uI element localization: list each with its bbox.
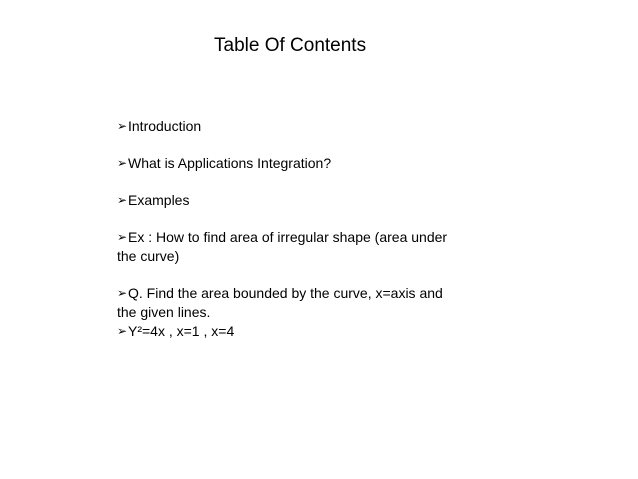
arrow-bullet-icon: ➢ <box>117 193 128 207</box>
list-item-text: Q. Find the area bounded by the curve, x=axis and <box>128 285 443 301</box>
list-item-text: Introduction <box>128 118 202 134</box>
arrow-bullet-icon: ➢ <box>117 324 128 338</box>
list-item-text: Ex : How to find area of irregular shape (area under <box>128 229 448 245</box>
slide-title: Table Of Contents <box>214 35 367 56</box>
list-item <box>117 117 497 136</box>
list-item-text-continued: the curve) <box>117 248 180 264</box>
list-item <box>117 154 497 173</box>
arrow-bullet-icon: ➢ <box>117 119 128 133</box>
list-item <box>117 284 497 322</box>
list-item-text-continued: the given lines. <box>117 304 211 320</box>
arrow-bullet-icon: ➢ <box>117 156 128 170</box>
list-item-text: What is Applications Integration? <box>128 155 332 171</box>
list-item-text: Y²=4x , x=1 , x=4 <box>128 323 235 339</box>
list-item <box>117 322 497 341</box>
list-item-text: Examples <box>128 192 190 208</box>
table-of-contents-list <box>117 117 497 341</box>
list-item <box>117 191 497 210</box>
arrow-bullet-icon: ➢ <box>117 230 128 244</box>
list-item <box>117 228 497 266</box>
arrow-bullet-icon: ➢ <box>117 286 128 300</box>
